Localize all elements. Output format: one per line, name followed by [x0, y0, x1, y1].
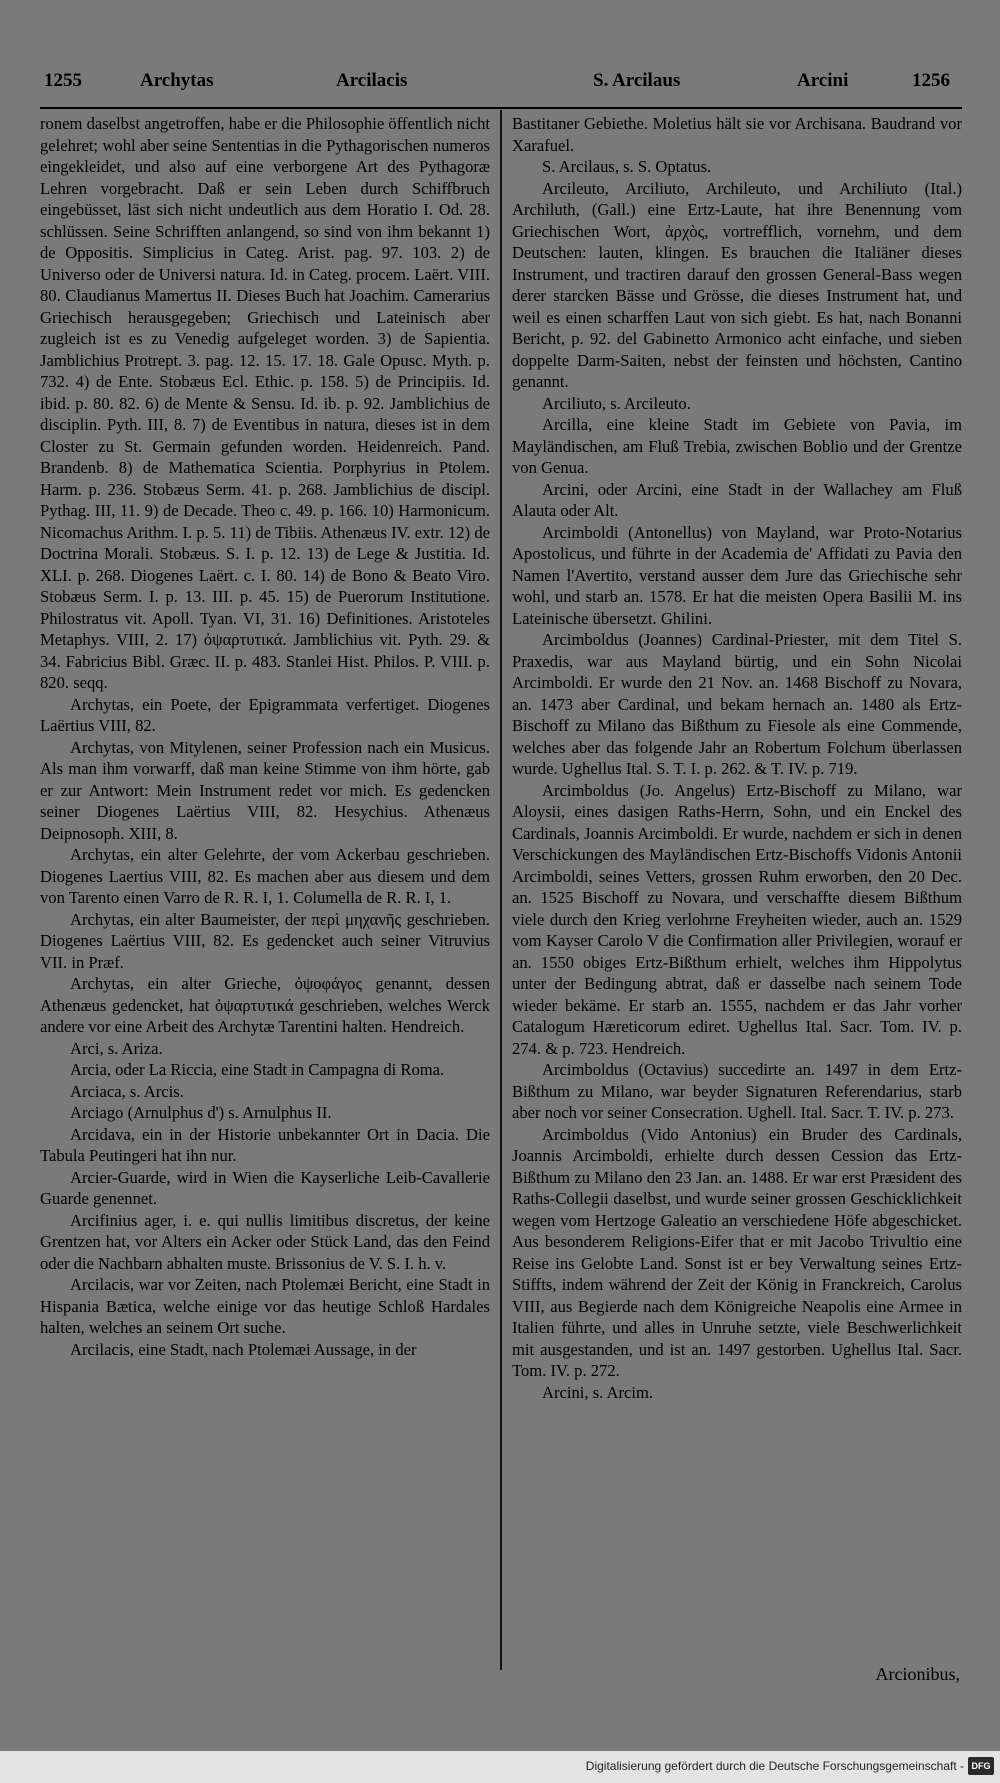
entry-paragraph: Arcia, oder La Riccia, eine Stadt in Campagna di Roma.	[70, 1060, 445, 1079]
running-head-archytas: Archytas	[140, 70, 214, 91]
catchword: Arcionibus,	[875, 1664, 960, 1684]
dfg-logo[interactable]: DFG	[968, 1757, 994, 1775]
entry-paragraph: Arcimboldus (Joannes) Cardinal-Priester, mit dem Titel S. Praxedis, war aus Mayland bürtig, und ein Sohn Nicolai Arcimboldi. Er wurde den 21 Nov. an. 1468 Bischoff zu Novara, an. 1473 aber Cardinal, und bekam hernach an. 1480 als Ertz-Bischoff zu Milano das Bißthum zu Fiesole als eine Commende, welches aber das folgende Jahr an Robertum Folchum überlassen wurde. Ughellus Ital. S. T. I. p. 262. & T. IV. p. 719.	[512, 630, 962, 778]
entry-paragraph: Arcilla, eine kleine Stadt im Gebiete von Pavia, im Mayländischen, am Fluß Trebia, zwischen Boblio und der Grentze von Genua.	[512, 415, 962, 477]
header-rule	[40, 107, 962, 109]
page-header	[0, 70, 1000, 106]
running-head-arcilacis: Arcilacis	[336, 70, 408, 91]
entry-paragraph: Arciago (Arnulphus d') s. Arnulphus II.	[70, 1103, 332, 1122]
entry-paragraph: Arcileuto, Arciliuto, Archileuto, und Archiliuto (Ital.) Archiluth, (Gall.) eine Ertz-Laute, hat ihre Benennung vom Griechischen Wort, ἀρχὸς, vortrefflich, vornehm, und dem Deutschen: lauten, klingen. Es brauchen die Italiäner dieses Instrument, und tractiren darauf den grossen General-Bass wegen derer starcken Bässe und Grösse, die dieses Instrument hat, und weil es einen scharffen Laut von sich giebt. Es hat, nach Bonanni Bericht, p. 92. del Gabinetto Armonico acht einfache, und sieben doppelte Darm-Saiten, nebst der feinsten und höchsten, Cantino genannt.	[512, 178, 962, 391]
entry-paragraph: Arcimboldi (Antonellus) von Mayland, war Proto-Notarius Apostolicus, und führte in der Academia de' Affidati zu Pavia den Namen l'Avertito, verstand ausser dem Jure das Griechische sehr wohl, und starb an. 1578. Er hat die meisten Opera Basilii M. ins Lateinische übersetzt. Ghilini.	[512, 522, 962, 628]
running-head-arcini: Arcini	[797, 70, 849, 91]
entry-paragraph: Bastitaner Gebiethe. Moletius hält sie vor Archisana. Baudrand vor Xarafuel.	[512, 114, 962, 155]
entry-paragraph: Archytas, ein Poete, der Epigrammata verfertiget. Diogenes Laërtius VIII, 82.	[40, 694, 490, 735]
entry-paragraph: Arcimboldus (Jo. Angelus) Ertz-Bischoff zu Milano, war Aloysii, eines dasigen Raths-Herrn, Sohn, und ein Enckel des Cardinals, Joannis Arcimboldi. Er wurde, nachdem er sich in denen Verschickungen des Mayländischen Ertz-Bischoffs Vidonis Antonii Arcimboldi, seines Vetters, grossen Ruhm erworben, den 20 Dec. an. 1525 Bischoff zu Novara, und verschaffte diesem Bißthum viele durch den Krieg verlohrne Freyheiten wieder, auch an. 1529 vom Kayser Carolo V die Confirmation aller Privilegien, worauf er an. 1550 obiges Ertz-Bißthum erhielt, welches ihm Hippolytus unter der Bedingung abtrat, daß er dasselbe nach seinem Tode wieder bekäme. Er starb an. 1555, nachdem er das Jahr vorher Catalogum Hæreticorum ediret. Ughellus Ital. Sacr. Tom. IV. p. 274. & p. 723. Hendreich.	[512, 780, 962, 1058]
entry-paragraph: Arcini, oder Arcini, eine Stadt in der Wallachey am Fluß Alauta oder Alt.	[512, 479, 962, 520]
entry-paragraph: Arcier-Guarde, wird in Wien die Kayserliche Leib-Cavallerie Guarde genennet.	[40, 1167, 490, 1208]
right-column	[512, 113, 962, 1403]
entry-paragraph: Arcini, s. Arcim.	[542, 1382, 654, 1402]
running-head-arcilaus: S. Arcilaus	[593, 70, 681, 91]
entry-paragraph: ronem daselbst angetroffen, habe er die Philosophie öffentlich nicht gelehret; wohl aber seine Sententias in die Pythagorischen numeros eingekleidet, und also auf eine verborgene Art des Pythagoræ Lehren vorgebracht. Daß er sein Leben durch Schiffbruch eingebüsset, läst sich nicht undeutlich aus dem Horatio I. Od. 28. schlüssen. Seine Schrifften anlangend, so sind von ihm bekannt 1) de Oppositis. Simplicius in Categ. Arist. pag. 97. 103. 2) de Universo oder de Universi natura. Id. in Categ. procem. Laërt. VIII. 80. Claudianus Mamertus II. Dieses Buch hat Joachim. Camerarius Griechisch herausgegeben; Griechisch und Lateinisch aber zugleich ist es zu Venedig aufgeleget worden. 3) de Sapientia. Jamblichius Protrept. 3. pag. 12. 15. 17. 18. Gale Opusc. Myth. p. 732. 4) de Ente. Stobæus Ecl. Ethic. p. 158. 5) de Principiis. Id. ibid. p. 80. 82. 6) de Mente & Sensu. Id. ib. p. 92. Jamblichius de disciplin. Pyth. III, 8. 7) de Eventibus in natura, dieses ist in dem Closter zu St. Germain gefunden worden. Heidenreich. Pand. Brandenb. 8) de Mathematica Scientia. Porphyrius in Ptolem. Harm. p. 236. Stobæus Serm. 41. p. 268. Jamblichius de discipl. Pythag. III, 11. 9) de Decade. Theo c. 49. p. 166. 10) Harmonicum. Nicomachus Arithm. I. p. 5. 11) de Tibiis. Athenæus IV. extr. 12) de Doctrina Morali. Stobæus. S. I. p. 12. 13) de Lege & Justitia. Id. XLI. p. 268. Diogenes Laërt. c. I. 80. 14) de Bono & Beato Viro. Stobæus Serm. I. p. 13. III. p. 45. 15) de Puerorum Institutione. Philostratus vit. Apoll. Tyan. VI, 31. 16) Definitiones. Aristoteles Metaphys. VIII, 2. 17) ὀψαρτυτικά. Jamblichius vit. Pyth. 29. & 34. Fabricius Bibl. Græc. II. p. 483. Stanlei Hist. Philos. P. VIII. p. 820. seqq.	[40, 114, 490, 692]
entry-paragraph: Arcilacis, war vor Zeiten, nach Ptolemæi Bericht, eine Stadt in Hispania Bætica, welche einige vor das heutige Schloß Hardales halten, welches an seinem Ort suche.	[40, 1275, 490, 1337]
entry-paragraph: Arcifinius ager, i. e. qui nullis limitibus discretus, der keine Grentzen hat, vor Alters ein Acker oder Stück Land, das den Feind oder die Nachbarn abhalten muste. Brissonius de V. S. I. h. v.	[40, 1210, 490, 1273]
page-number-right: 1256	[912, 70, 950, 91]
entry-paragraph: Archytas, ein alter Gelehrte, der vom Ackerbau geschrieben. Diogenes Laertius VIII, 82. Es machen aber aus diesem und dem von Tarento einen Varro de R. R. I, 1. Columella de R. R. I, 1.	[40, 845, 490, 907]
column-divider	[500, 110, 502, 1670]
entry-paragraph: Arcimboldus (Vido Antonius) ein Bruder des Cardinals, Joannis Arcimboldi, erhielte durch dessen Cession das Ertz-Bißthum zu Milano den 23 Jan. an. 1488. Er war erst Præsident des Raths-Collegii daselbst, und wurde seiner grossen Geschicklichkeit wegen vom Hertzoge Galeatio an verschiedene Höfe abgeschicket. Aus besonderem Religions-Eifer that er mit Jacobo Trivultio eine Reise ins Gelobte Land. Sonst ist er bey Verwaltung seines Ertz-Stiffts, indem während der Zeit der König in Franckreich, Carolus VIII, aus Begierde nach dem Königreiche Neapolis eine Armee in Italien führte, und alles in Unruhe setzte, viele Beschwerlichkeit mit ausgestanden, und ist an. 1497 gestorben. Ughellus Ital. Sacr. Tom. IV. p. 272.	[512, 1124, 962, 1380]
left-column	[40, 113, 490, 1360]
entry-paragraph: Arciliuto, s. Arcileuto.	[542, 393, 691, 413]
entry-paragraph: Arci, s. Ariza.	[70, 1038, 163, 1058]
page-number-left: 1255	[44, 70, 82, 91]
entry-paragraph: S. Arcilaus, s. S. Optatus.	[542, 157, 712, 176]
entry-paragraph: Archytas, ein alter Baumeister, der περὶ μηχανῆς geschrieben. Diogenes Laërtius VIII, 82. Es gedencket auch seiner Vitruvius VII. in Præf.	[40, 909, 490, 972]
entry-paragraph: Archytas, von Mitylenen, seiner Profession nach ein Musicus. Als man ihm vorwarff, daß man keine Stimme von ihm hörte, gab er zur Antwort: Mein Instrument redet vor mich. Es gedencken seiner Diogenes Laërtius VIII, 82. Hesychius. Athenæus Deipnosoph. XIII, 8.	[40, 737, 490, 843]
entry-paragraph: Archytas, ein alter Grieche, ὀψοφάγος genannt, dessen Athenæus gedencket, hat ὀψαρτυτικά geschrieben, welches Werck andere vor eine Arbeit des Archytæ Tarentini halten. Hendreich.	[40, 974, 490, 1036]
digitization-footer	[0, 1751, 1000, 1783]
entry-paragraph: Arciaca, s. Arcis.	[70, 1081, 184, 1101]
entry-paragraph: Arcidava, ein in der Historie unbekannter Ort in Dacia. Die Tabula Peutingeri hat ihn nur.	[40, 1124, 490, 1165]
footer-credit: Digitalisierung gefördert durch die Deutsche Forschungsgemeinschaft -	[585, 1759, 964, 1773]
entry-paragraph: Arcimboldus (Octavius) succedirte an. 1497 in dem Ertz-Bißthum zu Milano, war beyder Signaturen Referendarius, starb aber noch vor seiner Consecration. Ughell. Ital. Sacr. T. IV. p. 273.	[512, 1060, 962, 1122]
entry-paragraph: Arcilacis, eine Stadt, nach Ptolemæi Aussage, in der	[70, 1339, 417, 1359]
